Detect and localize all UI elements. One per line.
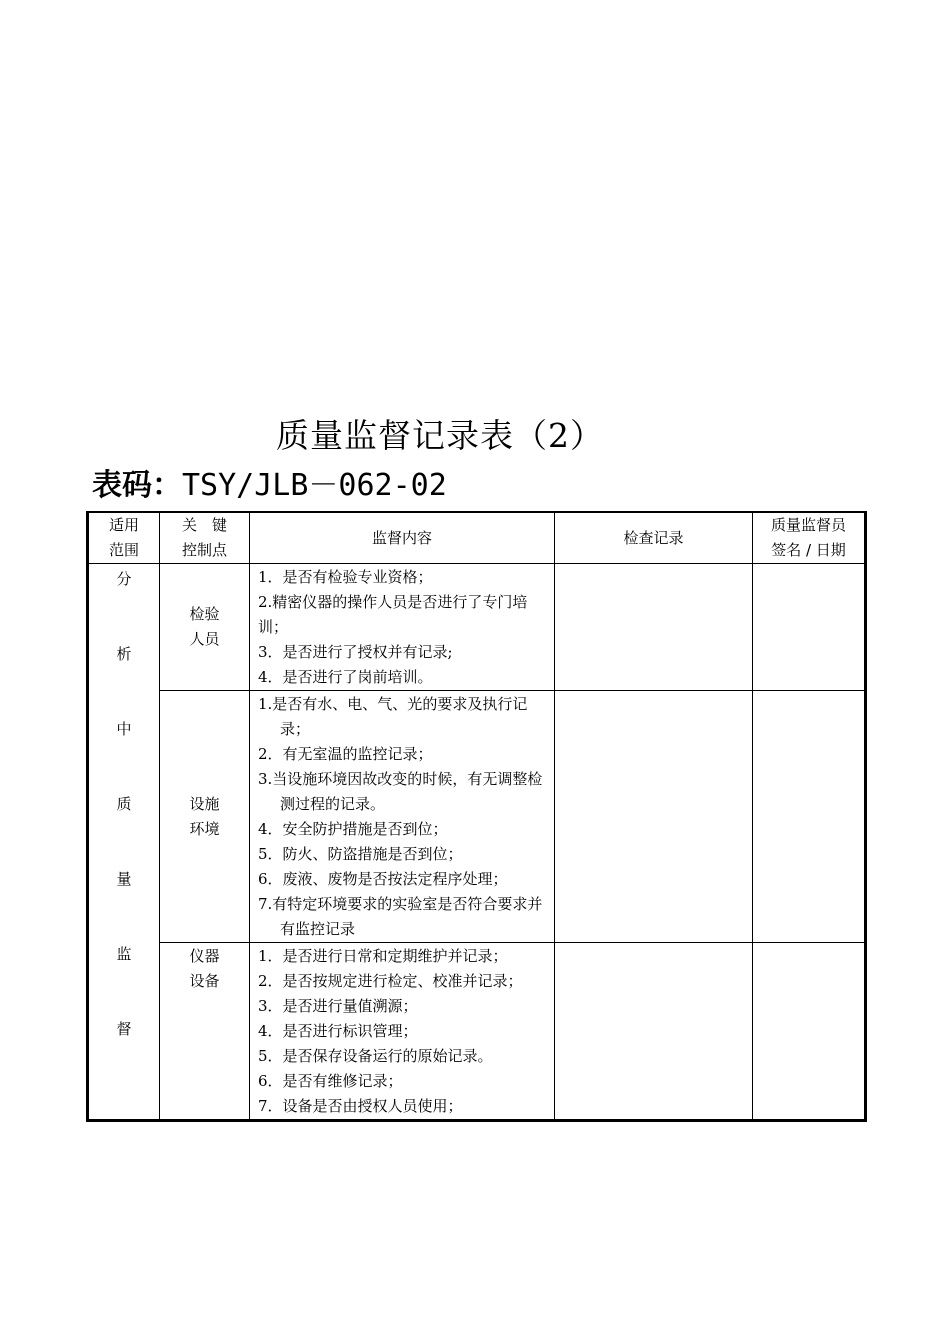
header-record: 检查记录: [555, 512, 753, 564]
signature-cell[interactable]: [753, 943, 866, 1121]
form-code-label: 表码：: [92, 468, 182, 503]
header-point-line1: 关 键: [181, 516, 227, 534]
scope-char: 监: [116, 945, 132, 963]
control-point-cell: [160, 691, 250, 943]
content-item: 1．是否进行日常和定期维护并记录；: [258, 947, 508, 965]
record-cell[interactable]: [555, 691, 753, 943]
control-point-line: 人员: [189, 630, 220, 648]
supervision-record-table: [86, 511, 867, 1122]
content-cell: [250, 943, 555, 1121]
table-row: [88, 564, 866, 691]
header-sign-line2: 签名 / 日期: [771, 541, 846, 559]
content-item: 1．是否有检验专业资格；: [258, 568, 433, 586]
table-row: [88, 943, 866, 1121]
control-point-line: 环境: [189, 819, 220, 838]
content-item: 7．设备是否由授权人员使用；: [258, 1097, 463, 1115]
header-scope: [88, 512, 160, 564]
header-signature: [753, 512, 866, 564]
form-code: [92, 466, 447, 506]
control-point-cell: [160, 564, 250, 691]
content-item: 2.精密仪器的操作人员是否进行了专门培训；: [258, 593, 528, 636]
header-point-line2: 控制点: [181, 541, 227, 559]
content-item: 4．是否进行标识管理；: [258, 1022, 418, 1040]
signature-cell[interactable]: [753, 691, 866, 943]
control-point-cell: [160, 943, 250, 1121]
document-title: 质量监督记录表（2）: [276, 416, 604, 455]
content-item: 6．是否有维修记录；: [258, 1072, 403, 1090]
content-item: 1.是否有水、电、气、光的要求及执行记录；: [258, 695, 528, 738]
scope-char: 中: [116, 720, 132, 738]
content-item: 3．是否进行量值溯源；: [258, 997, 418, 1015]
content-item: 3．是否进行了授权并有记录;: [258, 643, 453, 661]
scope-char: 析: [116, 645, 132, 663]
scope-char: 质: [116, 795, 132, 813]
content-item: 5．是否保存设备运行的原始记录。: [258, 1047, 493, 1065]
content-item: 5．防火、防盗措施是否到位；: [258, 845, 463, 863]
header-scope-line2: 范围: [108, 541, 139, 559]
control-point-line: 仪器: [189, 947, 220, 965]
content-cell: [250, 564, 555, 691]
content-item: 7.有特定环境要求的实验室是否符合要求并有监控记录: [258, 895, 543, 938]
content-item: 4．是否进行了岗前培训。: [258, 668, 433, 686]
record-cell[interactable]: [555, 564, 753, 691]
signature-cell[interactable]: [753, 564, 866, 691]
scope-cell: [88, 564, 160, 1121]
scope-char: 分: [116, 570, 132, 588]
header-sign-line1: 质量监督员: [770, 516, 846, 534]
record-cell[interactable]: [555, 943, 753, 1121]
content-item: 2．有无室温的监控记录；: [258, 745, 433, 763]
control-point-line: 检验: [189, 605, 220, 623]
content-item: 3.当设施环境因故改变的时候，有无调整检测过程的记录。: [258, 770, 543, 813]
content-item: 6．废液、废物是否按法定程序处理；: [258, 870, 508, 888]
header-scope-line1: 适用: [108, 516, 139, 534]
form-code-value: TSY/JLB－062-02: [182, 468, 447, 503]
control-point-line: 设施: [189, 794, 220, 813]
control-point-line: 设备: [189, 972, 220, 990]
content-item: 2．是否按规定进行检定、校准并记录；: [258, 972, 523, 990]
header-control-point: [160, 512, 250, 564]
scope-char: 督: [116, 1020, 132, 1038]
content-cell: [250, 691, 555, 943]
table-row: [88, 691, 866, 943]
content-item: 4．安全防护措施是否到位；: [258, 820, 448, 838]
table-header-row: [88, 512, 866, 564]
scope-char: 量: [116, 870, 132, 888]
header-content: 监督内容: [250, 512, 555, 564]
